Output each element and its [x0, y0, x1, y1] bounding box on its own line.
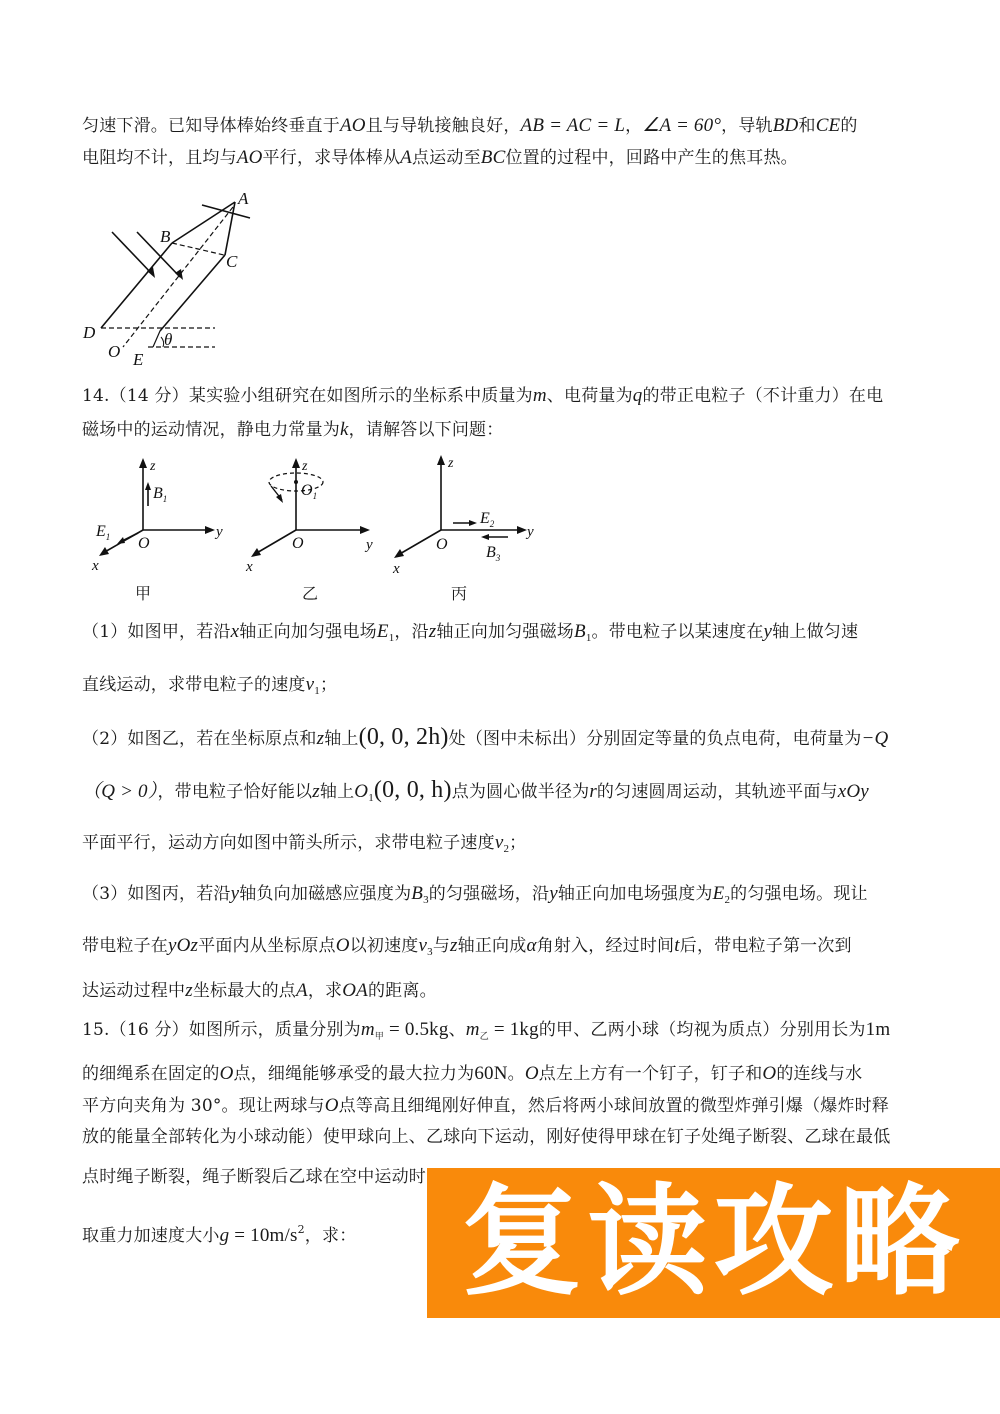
text: ；: [509, 833, 527, 853]
math: z: [312, 781, 320, 802]
math-B1: $B_1$: [574, 621, 592, 644]
text: 15.（16 分）如图所示，质量分别为: [82, 1020, 361, 1040]
label-E: E: [133, 350, 144, 369]
label-D: D: [83, 323, 96, 342]
text: 处（图中未标出）分别固定等量的负点电荷，电荷量为: [448, 729, 862, 749]
label-A: A: [238, 189, 249, 208]
math: A: [400, 147, 412, 168]
math: O: [524, 1063, 539, 1084]
origin-O: O: [138, 535, 150, 552]
text: 与: [432, 936, 451, 956]
coordinate-figure-jia: [80, 450, 250, 580]
math-v2: $v_2$: [494, 832, 510, 855]
inclined-rails-figure: [75, 185, 275, 370]
text: 平方向夹角为 30°。现让两球与: [82, 1096, 325, 1116]
p13-text-line-2: [82, 147, 798, 169]
math-E2: $E_2$: [712, 883, 731, 906]
text: 点等高且细绳刚好伸直，然后将两小球间放置的微型炸弹引爆（爆炸时释: [338, 1096, 890, 1116]
p14-part2-line-2: [82, 779, 869, 809]
text: 点左上方有一个钉子，钉子和: [538, 1064, 763, 1084]
p15-line-3: [82, 1095, 889, 1117]
math: 1m: [865, 1019, 891, 1040]
field-B1: $B_1$: [153, 485, 168, 504]
math: x: [230, 621, 240, 642]
math: O: [219, 1063, 234, 1084]
axis-x: x: [92, 558, 99, 574]
text: ，求: [307, 981, 343, 1001]
field-B3: $B_3$: [486, 544, 501, 563]
math-E1: $E_1$: [376, 621, 395, 644]
math: y: [549, 883, 558, 904]
text: 的匀强电场。现让: [730, 884, 868, 904]
p14-header-line-1: [82, 385, 883, 407]
math: （Q > 0）: [82, 781, 158, 802]
p14-part3-line-1: [82, 883, 868, 911]
caption-jia: 甲: [135, 584, 152, 603]
math: AO: [340, 115, 366, 136]
text: 的: [840, 116, 858, 136]
text: 后，带电粒子第一次到: [679, 936, 852, 956]
math: z: [316, 728, 325, 749]
text: 和: [798, 116, 816, 136]
p15-line-5: 点时绳子断裂，绳子断裂后乙球在空中运动时: [82, 1167, 426, 1187]
text: 的连线与水: [776, 1064, 863, 1084]
label-C: C: [226, 252, 238, 271]
text: 的甲、乙两小球（均视为质点）分别用长为: [538, 1020, 866, 1040]
math: k: [340, 419, 349, 440]
math: r: [589, 781, 597, 802]
text: 、: [448, 1020, 466, 1040]
caption-yi: 乙: [302, 584, 319, 603]
text: （3）如图丙，若沿: [82, 884, 231, 904]
math: OA: [342, 980, 368, 1001]
text: 的细绳系在固定的: [82, 1064, 220, 1084]
math: AO: [236, 147, 263, 168]
axis-z: z: [150, 459, 156, 474]
axis-y: y: [216, 524, 223, 540]
text: 点为圆心做半径为: [451, 782, 590, 802]
text: 取重力加速度大小: [82, 1226, 220, 1246]
p14-part3-line-2: [82, 935, 852, 963]
label-O: O: [108, 342, 121, 361]
text: ；: [319, 675, 338, 695]
text: 位置的过程中，回路中产生的焦耳热。: [505, 148, 798, 168]
text: 、电荷量为: [546, 386, 633, 406]
text: （2）如图乙，若在坐标原点和: [82, 729, 317, 749]
math: q: [632, 385, 643, 406]
text: 角射入，经过时间: [536, 936, 675, 956]
text: ，请解答以下问题：: [348, 420, 504, 440]
text: 直线运动，求带电粒子的速度: [82, 675, 306, 695]
text: 的距离。: [367, 981, 437, 1001]
math: A: [296, 980, 308, 1001]
text: 平面内从坐标原点: [198, 936, 336, 956]
p14-header-line-2: [82, 419, 503, 441]
text: 平行，求导体棒从: [262, 148, 401, 168]
math: y: [763, 621, 773, 642]
text: 电阻均不计，且均与: [82, 148, 237, 168]
math-m-yi: $m_乙$: [465, 1019, 489, 1041]
text: 且与导轨接触良好，: [365, 116, 521, 136]
p14-part3-line-3: [82, 980, 437, 1002]
math-coord: (0, 0, 2h): [358, 724, 449, 750]
math-v3: $v_3$: [418, 935, 433, 958]
text: ，求：: [304, 1226, 357, 1246]
text: ，沿: [394, 622, 429, 642]
axis-z: z: [448, 456, 454, 471]
math: ∠A = 60°: [642, 115, 722, 136]
math-m-jia: $m_甲$: [360, 1019, 384, 1041]
axis-y: y: [366, 537, 373, 553]
math: = 0.5kg: [384, 1019, 449, 1040]
label-B: B: [160, 227, 171, 246]
caption-bing: 丙: [451, 584, 468, 603]
p15-line-1: [82, 1019, 890, 1047]
text: ，带电粒子恰好能以: [157, 782, 313, 802]
p14-part2-line-3: [82, 832, 526, 860]
text: 轴正向成: [457, 936, 527, 956]
math: 60N: [474, 1063, 508, 1084]
p14-part2-line-1: [82, 726, 888, 750]
text: 轴负向加磁感应强度为: [239, 884, 412, 904]
axis-x: x: [246, 559, 253, 575]
text: 轴正向加匀强磁场: [436, 622, 575, 642]
text: 。带电粒子以某速度在: [591, 622, 764, 642]
text: 点运动至: [411, 148, 481, 168]
math: AB = AC = L: [520, 115, 626, 136]
text: 。: [507, 1064, 525, 1084]
p14-part1-line-2: [82, 674, 337, 702]
text: 轴上: [319, 782, 355, 802]
text: 点，细绳能够承受的最大拉力为: [233, 1064, 475, 1084]
text: 轴上: [324, 729, 359, 749]
text: 磁场中的运动情况，静电力常量为: [82, 420, 340, 440]
p15-line-2: [82, 1063, 862, 1085]
math: CE: [815, 115, 841, 136]
math: yOz: [168, 935, 199, 956]
text: 14.（14 分）某实验小组研究在如图所示的坐标系中质量为: [82, 386, 533, 406]
math-v1: $v_1$: [305, 674, 320, 697]
math: α: [526, 935, 537, 956]
text: 匀速下滑。已知导体棒始终垂直于: [82, 116, 340, 136]
watermark-banner: [427, 1168, 1000, 1318]
origin-O: O: [292, 535, 304, 552]
math: g: [219, 1225, 230, 1246]
text: 坐标最大的点: [192, 981, 297, 1001]
axis-x: x: [393, 561, 400, 577]
text: 达运动过程中: [82, 981, 186, 1001]
p15-line-6: [82, 1219, 356, 1247]
text: （1）如图甲，若沿: [82, 622, 231, 642]
math: m: [532, 385, 547, 406]
math-B3: $B_3$: [411, 883, 429, 906]
text: 轴上做匀速: [772, 622, 859, 642]
p13-text-line-1: [82, 115, 858, 137]
math: BD: [772, 115, 799, 136]
text: 轴正向加匀强电场: [239, 622, 377, 642]
math: = 10m/s: [229, 1225, 298, 1246]
math: O: [335, 935, 350, 956]
label-theta: θ: [164, 330, 173, 349]
math-superscript: 2: [297, 1223, 305, 1236]
p15-line-4: 放的能量全部转化为小球动能）使甲球向上、乙球向下运动，刚好使得甲球在钉子处绳子断裂、乙球在最低: [82, 1127, 891, 1147]
math: −Q: [861, 728, 889, 749]
math: y: [230, 883, 240, 904]
math: O: [324, 1095, 339, 1116]
axis-y: y: [527, 524, 534, 540]
text: 的匀强磁场，沿: [428, 884, 550, 904]
text: 以初速度: [349, 936, 419, 956]
math-coord: (0, 0, h): [373, 777, 452, 803]
math: O: [762, 1063, 777, 1084]
field-E1: $E_1$: [96, 523, 111, 542]
math: = 1kg: [488, 1019, 539, 1040]
math: z: [428, 621, 437, 642]
text: 的匀速圆周运动，其轨迹平面与: [596, 782, 838, 802]
math: xOy: [837, 781, 869, 802]
text: ，导轨: [721, 116, 773, 136]
math: z: [450, 935, 458, 956]
math-O1: $O_1$: [354, 781, 374, 804]
math: z: [185, 980, 193, 1001]
watermark-text: 复读攻略: [461, 1173, 966, 1312]
p14-part1-line-1: [82, 621, 858, 649]
math: t: [674, 935, 680, 956]
text: 轴正向加电场强度为: [557, 884, 713, 904]
origin-O: O: [436, 536, 448, 553]
text: 平面平行，运动方向如图中箭头所示，求带电粒子速度: [82, 833, 495, 853]
field-E2: $E_2$: [480, 510, 495, 529]
coordinate-figure-yi: [235, 450, 385, 580]
center-O1: $O_1$: [301, 482, 318, 501]
coordinate-figure-bing: [380, 445, 550, 580]
text: 带电粒子在: [82, 936, 168, 956]
text: 的带正电粒子（不计重力）在电: [642, 386, 884, 406]
axis-z: z: [302, 459, 308, 474]
text: ，: [625, 116, 643, 136]
math: BC: [480, 147, 506, 168]
